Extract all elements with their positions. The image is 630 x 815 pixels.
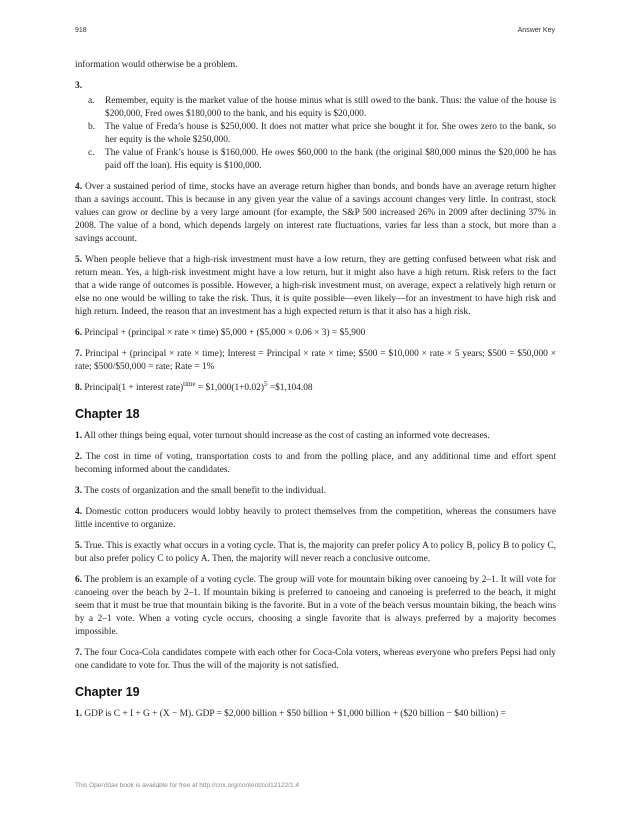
answer-key-content	[75, 59, 556, 729]
ch19-answer-1: 1. GDP is C + I + G + (X − M). GDP = $2,000 billion + $50 billion + $1,000 billion + ($20 billion − $40 billion) =	[75, 709, 506, 719]
ch18-answer-7: 7. The four Coca-Cola candidates compete with each other for Coca-Cola voters, whereas everyone who prefers Pepsi had only one candidate to vote for. Thus the will of the majority is not satisfied.	[75, 648, 556, 671]
intro-paragraph: information would otherwise be a problem.	[75, 60, 238, 70]
answer-3-list	[75, 95, 556, 173]
answer-4: 4. Over a sustained period of time, stocks have an average return higher than bonds, and bonds have an average return higher than a savings account. This is because in any given year the value of a savings account changes very little. In contrast, stock values can grow or decline by a very large amount (for example, the S&P 500 increased 26% in 2009 after declining 37% in 2008. The value of a bond, which depends largely on interest rate fluctuations, varies far less than a stock, but more than a savings account.	[75, 182, 557, 244]
chapter-19-heading: Chapter 19	[75, 685, 140, 699]
answer-5: 5. When people believe that a high-risk investment must have a low return, they are getting confused between what risk and return mean. Yes, a high-risk investment might have a low return, but it might also have a high return. Risk refers to the fact that a wide range of outcomes is possible. However, a high-risk investment must, on average, expect a relatively high return or else no one would be willing to take the risk. Thus, it is quite possible—even likely—for an investment to have high risk and high return. Indeed, the reason that an investment has a high expected return is that it also has a high risk.	[75, 255, 556, 317]
chapter-18-heading: Chapter 18	[75, 407, 140, 421]
list-item: a. Remember, equity is the market value of the house minus what is still owed to the bank. Thus: the value of the house is $200,000, Fred owes $180,000 to the bank, and his equity is $20,000.	[88, 96, 556, 119]
list-item: b. The value of Freda’s house is $250,000. It does not matter what price she bought it for. She owes zero to the bank, so her equity is the whole $250,000.	[88, 122, 556, 145]
ch18-answer-5: 5. True. This is exactly what occurs in a voting cycle. That is, the majority can prefer policy A to policy B, policy B to policy C, but also prefer policy C to policy A. Then, the majority will never reach a conclusive outcome.	[75, 541, 556, 564]
page-number: 918	[75, 27, 87, 34]
ch18-answer-2: 2. The cost in time of voting, transportation costs to and from the polling place, and any additional time and effort spent becoming informed about the candidates.	[75, 452, 556, 475]
ch18-answer-3: 3. The costs of organization and the small benefit to the individual.	[75, 486, 326, 496]
ch18-answer-6: 6. The problem is an example of a voting cycle. The group will vote for mountain biking over canoeing by 2–1. It will vote for canoeing over the beach by 2–1. If mountain biking is preferred to canoeing and canoeing is preferred to the beach, it might seem that it must be true that mountain biking is the favorite. But in a vote of the beach versus mountain biking, the beach wins by a 2–1 vote. When a voting cycle occurs, choosing a single favorite that is always preferred by a majority becomes impossible.	[75, 575, 556, 637]
answer-8: 8. Principal(1 + interest rate)$^{time}$ = $\$1,000(1+0.02)^5$ =$1,104.08	[75, 379, 313, 393]
ch18-answer-4: 4. Domestic cotton producers would lobby heavily to protect themselves from the competition, whereas the consumers have little incentive to organize.	[75, 507, 557, 530]
list-item: c. The value of Frank’s house is $160,000. He owes $60,000 to the bank (the original $80,000 minus the $20,000 he has paid off the loan). His equity is $100,000.	[88, 148, 556, 171]
answer-3	[75, 80, 556, 173]
running-header: Answer Key	[517, 27, 555, 34]
ch18-answer-1: 1. All other things being equal, voter turnout should increase as the cost of casting an informed vote decreases.	[75, 431, 490, 441]
answer-7: 7. Principal + (principal × rate × time); Interest = Principal × rate × time; $500 = $10,000 × rate × 5 years; $500 = $50,000 × rate; $500/$50,000 = rate; Rate = 1%	[75, 349, 556, 372]
footer-link-text: This OpenStax book is available for free at http://cnx.org/content/col12122/1.4	[75, 782, 300, 789]
answer-number: 3.	[75, 81, 83, 91]
answer-6: 6. Principal + (principal × rate × time) $5,000 + ($5,000 × 0.06 × 3) = $5,900	[75, 328, 366, 338]
